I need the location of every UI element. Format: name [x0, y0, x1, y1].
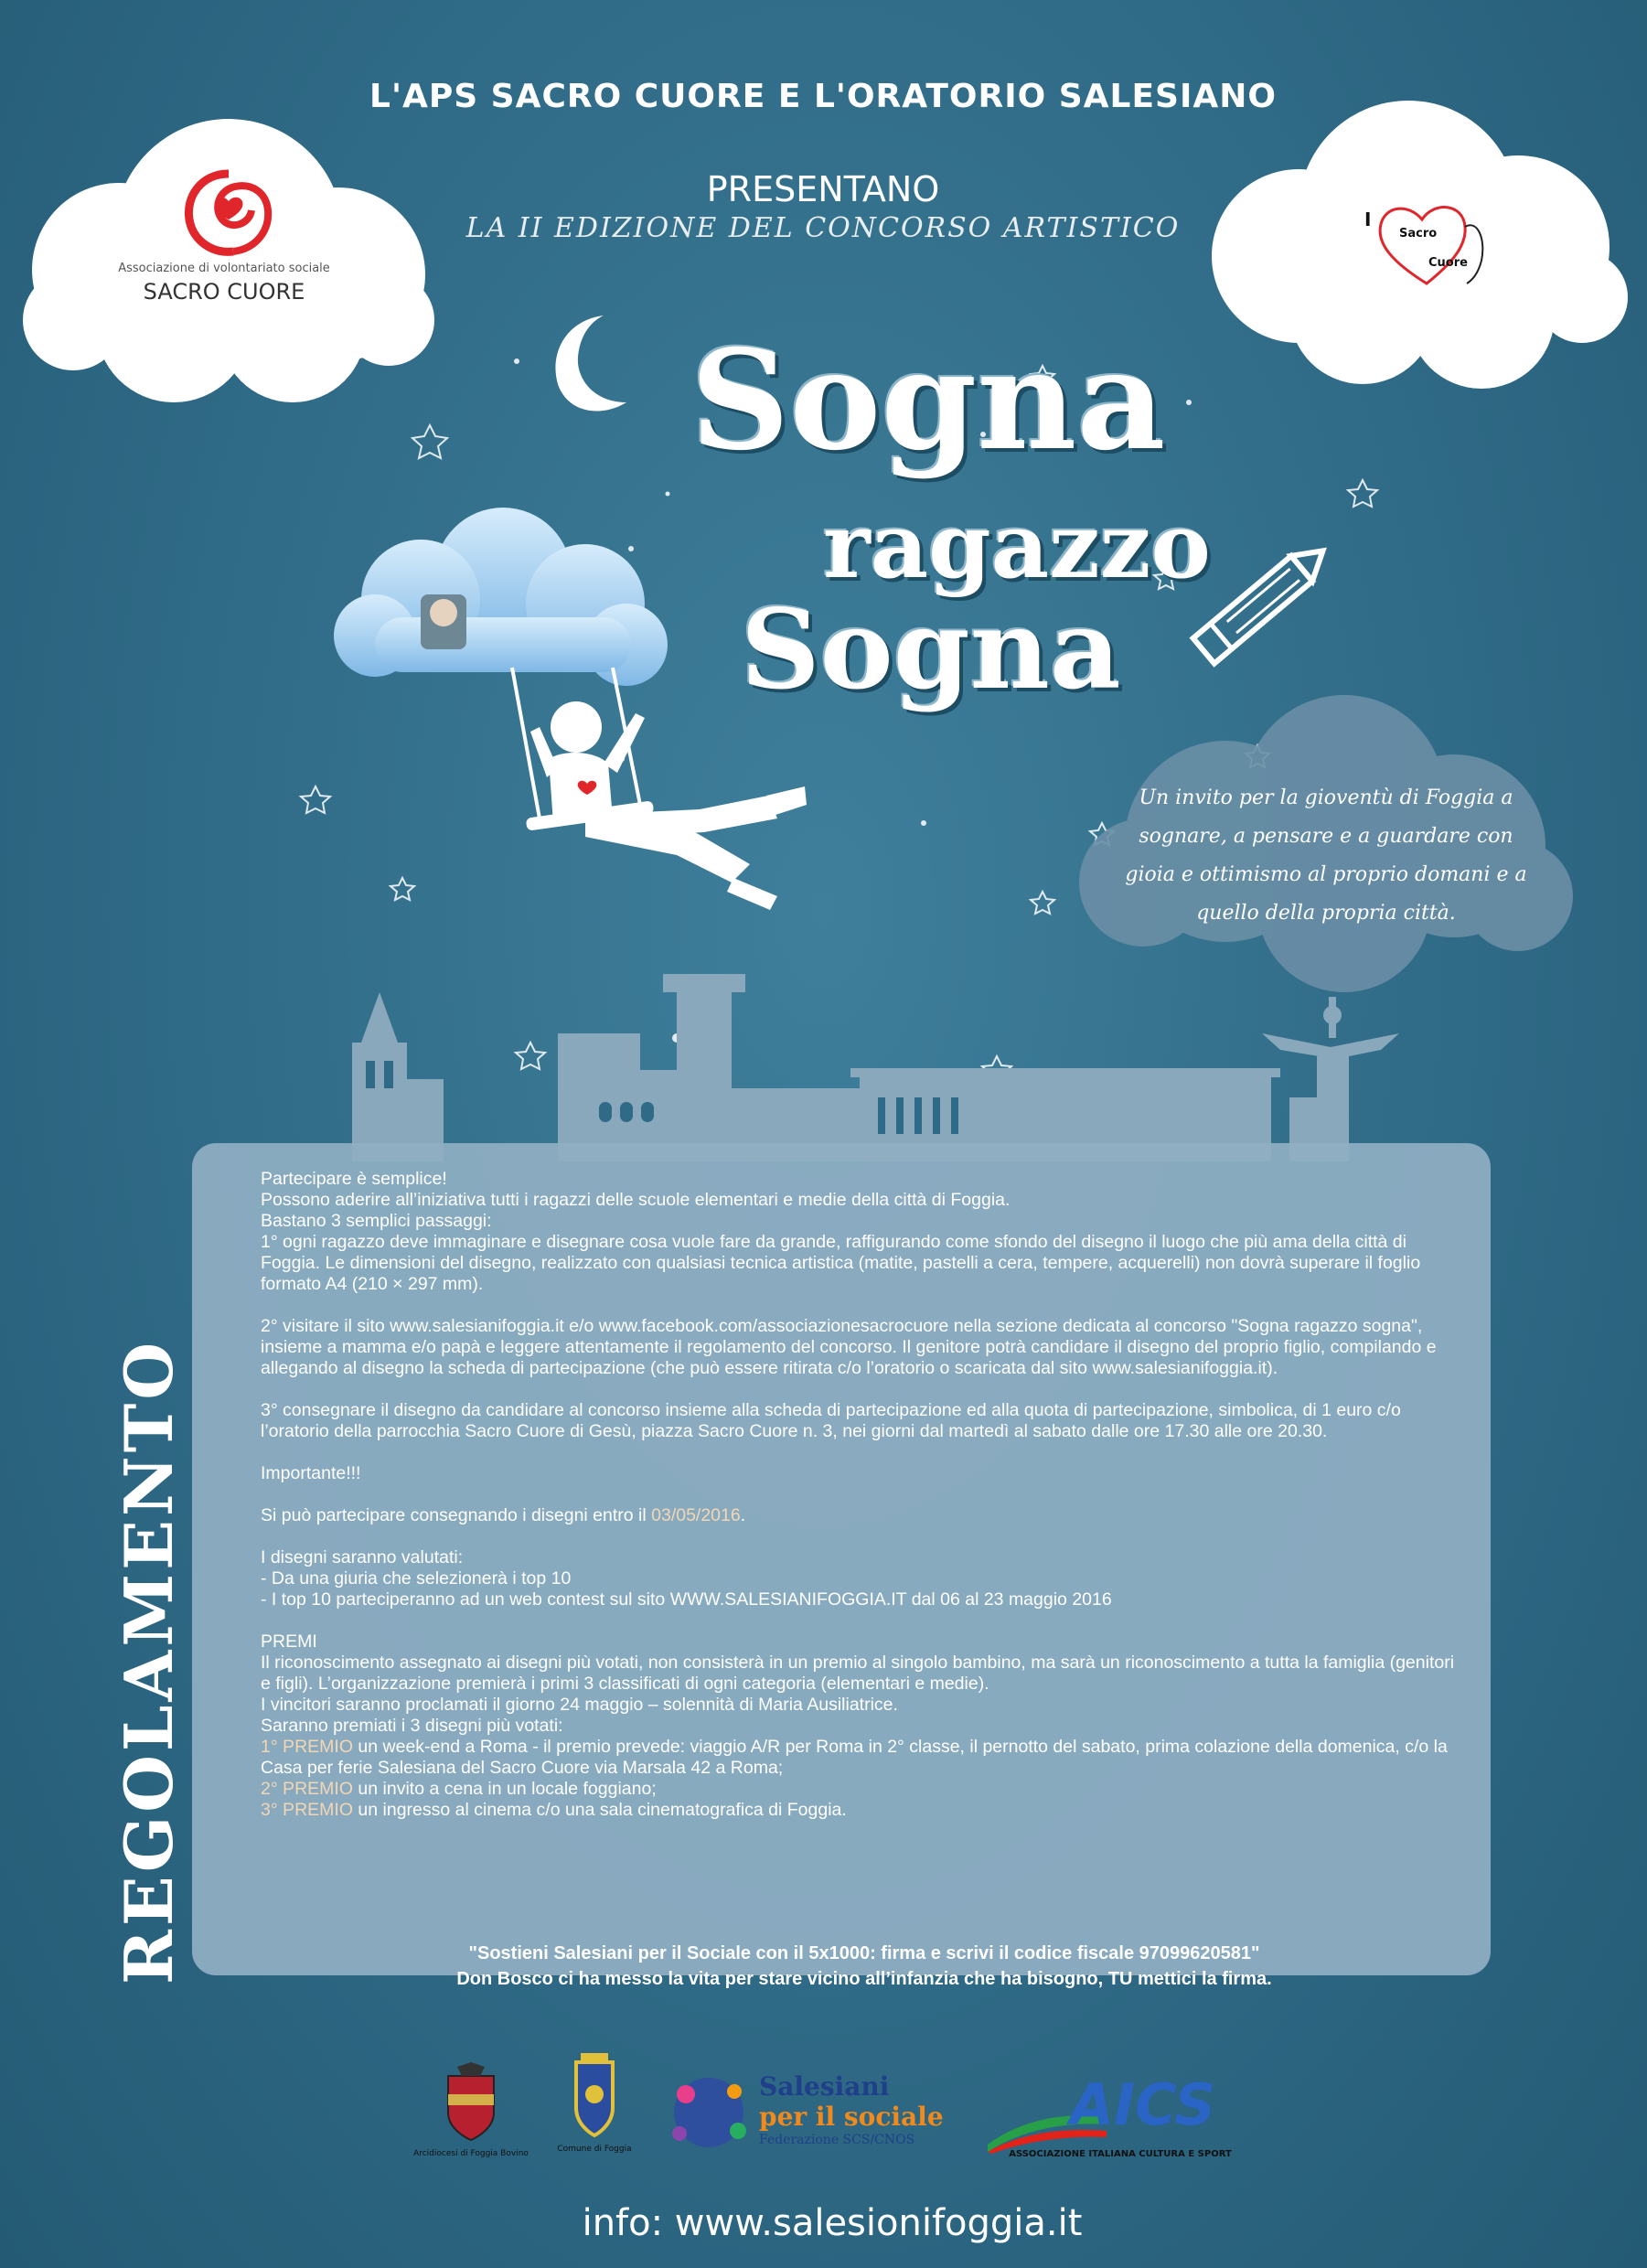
- boy-on-swing-illustration: [476, 658, 860, 933]
- sacro-cuore-logo-caption: Associazione di volontariato sociale: [118, 262, 330, 275]
- prizes-title: PREMI: [261, 1631, 317, 1652]
- prize-1-text: un week-end a Roma - il premio prevede: viaggio A/R per Roma in 2° classe, il pernotto del sabato, prima colazione della domenica, c/o la Casa per ferie Salesiana del Sacro Cuore via Marsala 42 a Roma;: [261, 1737, 1448, 1778]
- rules-intro: Partecipare è semplice!: [261, 1169, 447, 1189]
- rules-eval-1: - Da una giuria che selezionerà i top 10: [261, 1568, 572, 1589]
- prize-1-label: 1° PREMIO: [261, 1737, 353, 1757]
- city-skyline-silhouette: [0, 960, 1647, 1161]
- rules-steps-intro: Bastano 3 semplici passaggi:: [261, 1211, 492, 1231]
- aics-full-name: ASSOCIAZIONE ITALIANA CULTURA E SPORT: [1009, 2149, 1232, 2159]
- rules-who: Possono aderire all’iniziativa tutti i ragazzi delle scuole elementari e medie della città di Foggia.: [261, 1190, 1011, 1210]
- prize-1: [261, 1737, 1468, 1779]
- info-website: info: www.salesionifoggia.it: [582, 2202, 1083, 2244]
- rules-important: Importante!!!: [261, 1463, 361, 1483]
- deadline-suffix: .: [740, 1505, 746, 1525]
- deadline-prefix: Si può partecipare consegnando i disegni entro il: [261, 1505, 652, 1525]
- rules-step-3: 3° consegnare il disegno da candidare al concorso insieme alla scheda di partecipazione ed alla quota di partecipazione, simbolica, di 1 euro c/o l’oratorio della parrocchia Sacro Cuore di Gesù, piazza Sacro Cuore n. 3, nei giorni dal martedì al sabato dalle ore 17.30 alle ore 20.30.: [261, 1400, 1401, 1441]
- salesiani-title-1: Salesiani: [759, 2071, 890, 2102]
- rules-step-2: 2° visitare il sito www.salesianifoggia.it e/o www.facebook.com/associazionesacrocuore nella sezione dedicata al concorso "Sogna ragazzo sogna", insieme a mamma e/o papà e leggere attentamente il regolamento del concorso. Il genitore potrà candidare il disegno del proprio figlio, compilando e allegando al disegno la scheda di partecipazione (che può essere ritirata c/o l’oratorio o scaricata dal sito www.salesianifoggia.it).: [261, 1316, 1437, 1378]
- title-line-1: Sogna: [690, 320, 1166, 481]
- title-line-2: ragazzo: [823, 494, 1211, 599]
- salesiani-federation: Federazione SCS/CNOS: [759, 2133, 915, 2147]
- sponsor-aics: [988, 2071, 1253, 2163]
- rules-eval-intro: I disegni saranno valutati:: [261, 1547, 464, 1567]
- moon-icon: [540, 311, 640, 421]
- rules-step-1: 1° ogni ragazzo deve immaginare e disegnare cosa vuole fare da grande, raffigurando come sfondo del disegno il luogo che più ama della città di Foggia. Le dimensioni del disegno, realizzato con qualsiasi tecnica artistica (matite, pastelli a cera, tempere, acquerelli) non dovrà superare il foglio formato A4 (210 × 297 mm).: [261, 1232, 1421, 1294]
- heart-outline-icon: [1363, 192, 1500, 293]
- appeal-line-2: Don Bosco ci ha messo la vita per stare vicino all’infanzia che ha bisogno, TU mettici la firma.: [456, 1969, 1272, 1989]
- organizers-heading: L'APS SACRO CUORE E L'ORATORIO SALESIANO: [369, 78, 1277, 115]
- 5x1000-appeal: [261, 1941, 1468, 1992]
- pencil-icon: [1171, 526, 1344, 690]
- logo-word-sacro: Sacro: [1399, 227, 1438, 241]
- salesiani-logo-icon: [663, 2071, 754, 2154]
- regolamento-vertical-label: REGOLAMENTO: [110, 1338, 187, 1984]
- salesiani-title-2: per il sociale: [759, 2102, 944, 2132]
- sponsor-comune: [544, 2053, 645, 2163]
- appeal-line-1: "Sostieni Salesiani per il Sociale con il 5x1000: firma e scrivi il codice fiscale 97099620581": [468, 1943, 1260, 1963]
- edition-text: LA II EDIZIONE DEL CONCORSO ARTISTICO: [465, 212, 1181, 244]
- rules-text-block: [261, 1169, 1468, 1821]
- logo-word-cuore: Cuore: [1428, 256, 1468, 270]
- diocesi-coat-of-arms-icon: [439, 2062, 503, 2145]
- rules-eval-2: - I top 10 parteciperanno ad un web contest sul sito WWW.SALESIANIFOGGIA.IT dal 06 al 23 maggio 2016: [261, 1589, 1112, 1610]
- comune-coat-of-arms-icon: [562, 2053, 626, 2140]
- sponsor-diocesi: [402, 2062, 540, 2163]
- deadline-date: 03/05/2016: [651, 1505, 741, 1525]
- prize-3-text: un ingresso al cinema c/o una sala cinematografica di Foggia.: [353, 1800, 847, 1820]
- rules-deadline: [261, 1505, 1468, 1526]
- prizes-awarded: Saranno premiati i 3 disegni più votati:: [261, 1716, 563, 1736]
- prizes-winners: I vincitori saranno proclamati il giorno 24 maggio – solennità di Maria Ausiliatrice.: [261, 1695, 898, 1715]
- prize-2-label: 2° PREMIO: [261, 1779, 353, 1799]
- title-line-3: Sogna: [741, 585, 1121, 714]
- sacro-cuore-logo-icon: [178, 165, 279, 261]
- aics-logo: AICS: [1070, 2071, 1215, 2138]
- prizes-text: Il riconoscimento assegnato ai disegni più votati, non consisterà in un premio al singolo bambino, ma sarà un riconoscimento a tutta la famiglia (genitori e figli). L’organizzazione premierà i primi 3 classificati di ogni categoria (elementari e medie).: [261, 1653, 1455, 1694]
- prize-3-label: 3° PREMIO: [261, 1800, 353, 1820]
- prize-2: [261, 1779, 1468, 1800]
- sacro-cuore-logo-name: SACRO CUORE: [143, 279, 305, 305]
- comune-label: Comune di Foggia: [557, 2145, 632, 2154]
- sponsor-salesiani: [663, 2067, 965, 2158]
- prize-3: [261, 1800, 1468, 1821]
- invite-text: Un invito per la gioventù di Foggia a sognare, a pensare e a guardare con gioia e ottimismo al proprio domani e a quello della propria città.: [1125, 786, 1527, 925]
- presentano-text: PRESENTANO: [706, 169, 940, 209]
- logo-letter-i: I: [1364, 209, 1372, 230]
- i-love-sacro-cuore-logo: [1363, 192, 1500, 293]
- prize-2-text: un invito a cena in un locale foggiano;: [353, 1779, 657, 1799]
- diocesi-label: Arcidiocesi di Foggia Bovino: [413, 2149, 529, 2158]
